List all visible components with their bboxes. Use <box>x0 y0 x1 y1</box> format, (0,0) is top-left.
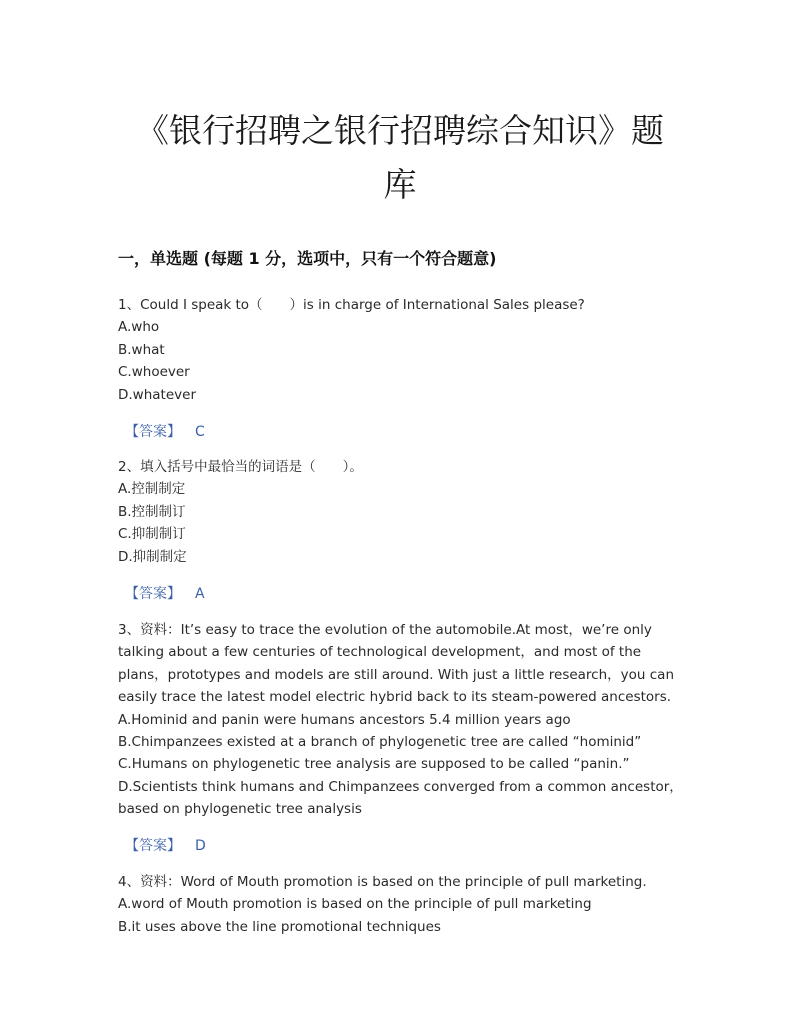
question-1-option-a: A.who <box>118 319 160 336</box>
question-1 <box>118 294 683 406</box>
answer-value: A <box>195 586 205 602</box>
title-line-2: 库 <box>383 165 417 204</box>
question-2-option-b: B.控制制订 <box>118 503 186 520</box>
answer-value: D <box>195 838 206 854</box>
question-2-option-d: D.抑制制定 <box>118 548 187 565</box>
question-4 <box>118 871 683 938</box>
question-2-text: 2、填入括号中最恰当的词语是（ ）。 <box>118 459 363 475</box>
question-4-text: 4、资料：Word of Mouth promotion is based on the principle of pull marketing. <box>118 874 647 890</box>
answer-label: 【答案】 <box>125 424 181 440</box>
question-3-answer <box>125 835 206 855</box>
question-2-option-c: C.抑制制订 <box>118 526 186 543</box>
question-1-option-b: B.what <box>118 341 165 358</box>
answer-value: C <box>195 424 205 440</box>
document-title <box>110 104 690 212</box>
question-3-option-c: C.Humans on phylogenetic tree analysis are supposed to be called “panin.” <box>118 756 630 773</box>
question-3-option-a: A.Hominid and panin were humans ancestors 5.4 million years ago <box>118 711 571 728</box>
question-1-answer <box>125 421 205 441</box>
question-3-option-d: D.Scientists think humans and Chimpanzees converged from a common ancestor，based on phylogenetic tree analysis <box>118 778 683 818</box>
question-2-answer <box>125 583 205 603</box>
section-heading: 一，单选题 (每题 1 分，选项中，只有一个符合题意) <box>118 249 497 268</box>
question-3 <box>118 619 683 821</box>
title-line-1: 《银行招聘之银行招聘综合知识》题 <box>136 111 664 150</box>
answer-label: 【答案】 <box>125 838 181 854</box>
question-4-option-a: A.word of Mouth promotion is based on the principle of pull marketing <box>118 896 592 913</box>
question-2-option-a: A.控制制定 <box>118 481 186 498</box>
question-3-text: 3、资料：It’s easy to trace the evolution of the automobile.At most，we’re only talking about a few centuries of technological development，and most of the plans，prototypes and models are still around. With just a little research，you can easily trace the latest model electric hybrid back to its steam-powered ancestors. <box>118 622 675 706</box>
answer-label: 【答案】 <box>125 586 181 602</box>
question-4-option-b: B.it uses above the line promotional techniques <box>118 918 441 935</box>
question-1-text: 1、Could I speak to（ ）is in charge of International Sales please? <box>118 297 585 313</box>
question-2 <box>118 456 683 568</box>
question-1-option-c: C.whoever <box>118 364 190 381</box>
question-3-option-b: B.Chimpanzees existed at a branch of phylogenetic tree are called “hominid” <box>118 734 642 751</box>
question-1-option-d: D.whatever <box>118 386 197 403</box>
